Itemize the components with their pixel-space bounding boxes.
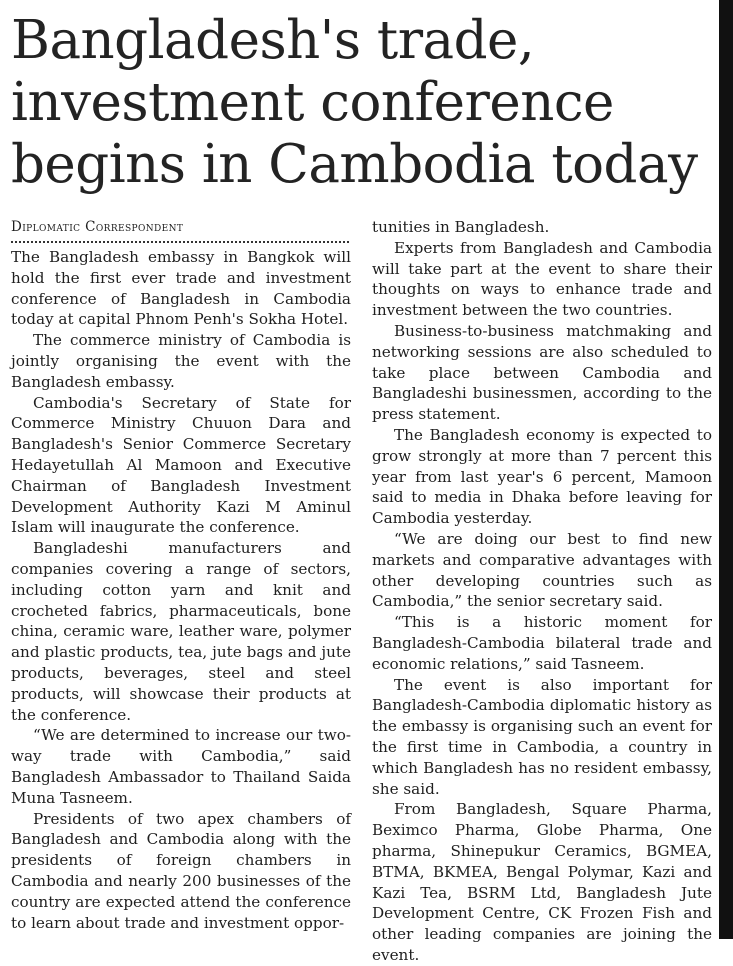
left-column — [11, 217, 351, 933]
paragraph: The Bangladesh economy is expected to grow strongly at more than 7 percent this year from last year's 6 percent, Mamoon said to media in Dhaka before leaving for Cambodia yesterday. — [372, 425, 712, 528]
paragraph: The event is also important for Bangladesh-Cambodia diplomatic history as the embassy is organising such an event for the first time in Cambodia, a country in which Bangladesh has no resident embassy, she said. — [372, 675, 712, 798]
paragraph: Experts from Bangladesh and Cambodia will take part at the event to share their thoughts on ways to enhance trade and investment between the two countries. — [372, 238, 712, 320]
paragraph: From Bangladesh, Square Pharma, Beximco Pharma, Globe Pharma, One pharma, Shinepukur Ceramics, BGMEA, BTMA, BKMEA, Bengal Polymar, Kazi and Kazi Tea, BSRM Ltd, Bangladesh Jute Development Centre, CK Frozen Fish and other leading companies are joining the event. — [372, 800, 712, 964]
headline-line-3: begins in Cambodia today — [11, 134, 698, 195]
headline-line-2: investment conference — [11, 72, 614, 133]
byline: Diplomatic Correspondent — [11, 217, 349, 243]
paragraph: Bangladeshi manufacturers and companies covering a range of sectors, including cotton yarn and knit and crocheted fabrics, pharmaceuticals, bone china, ceramic ware, leather ware, polymer and plastic products, tea, jute bags and jute products, beverages, steel and steel products, will showcase their products at the conference. — [11, 539, 351, 724]
headline-line-1: Bangladesh's trade, — [11, 10, 535, 71]
paragraph-continuation: tunities in Bangladesh. — [372, 218, 550, 236]
right-column — [372, 217, 712, 966]
paragraph: Presidents of two apex chambers of Bangladesh and Cambodia along with the presidents of foreign chambers in Cambodia and nearly 200 businesses of the country are expected attend the conference to learn about trade and investment oppor- — [11, 809, 351, 932]
paragraph: Cambodia's Secretary of State for Commerce Ministry Chuuon Dara and Bangladesh's Senior Commerce Secretary Hedayetullah Al Mamoon and Executive Chairman of Bangladesh Investment Development Authority Kazi M Aminul Islam will inaugurate the conference. — [11, 393, 351, 537]
paragraph: “This is a historic moment for Bangladesh-Cambodia bilateral trade and economic relations,” said Tasneem. — [372, 613, 712, 673]
paragraph: Business-to-business matchmaking and networking sessions are also scheduled to take place between Cambodia and Bangladeshi businessmen, according to the press statement. — [372, 321, 712, 424]
paragraph: “We are doing our best to find new markets and comparative advantages with other developing countries such as Cambodia,” the senior secretary said. — [372, 529, 712, 611]
paragraph: The commerce ministry of Cambodia is jointly organising the event with the Bangladesh embassy. — [11, 331, 351, 391]
headline — [11, 10, 711, 196]
page-edge-rule — [719, 0, 733, 939]
paragraph: The Bangladesh embassy in Bangkok will hold the first ever trade and investment conference of Bangladesh in Cambodia today at capital Phnom Penh's Sokha Hotel. — [11, 248, 351, 329]
paragraph: “We are determined to increase our two-way trade with Cambodia,” said Bangladesh Ambassador to Thailand Saida Muna Tasneem. — [11, 726, 351, 807]
